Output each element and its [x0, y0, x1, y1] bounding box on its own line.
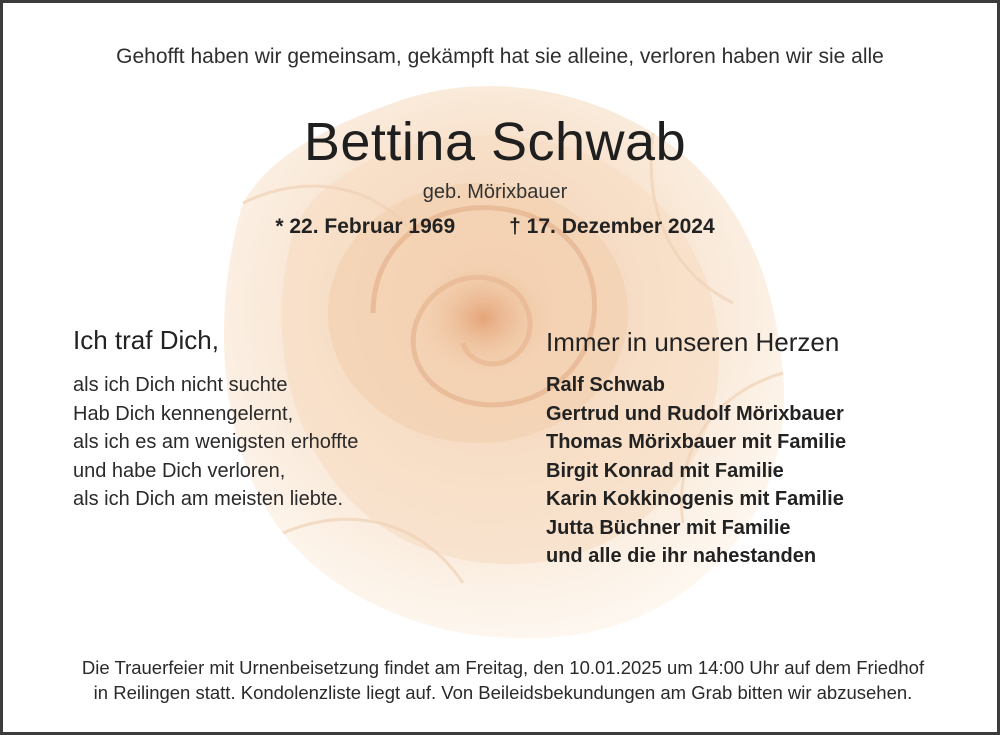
- poem-line: als ich Dich nicht suchte: [73, 374, 288, 396]
- notice-line: Die Trauerfeier mit Urnenbeisetzung findet am Freitag, den 10.01.2025 um 14:00 Uhr auf dem Friedhof: [81, 657, 925, 678]
- poem-line: und habe Dich verloren,: [73, 459, 286, 482]
- notice-line: in Reilingen statt. Kondolenzliste liegt auf. Von Beileidsbekundungen am Grab bitten wir abzusehen.: [93, 682, 913, 703]
- birth-date: * 22. Februar 1969: [275, 215, 456, 238]
- mourner-name: Karin Kokkinogenis mit Familie: [546, 488, 844, 510]
- mourners-list: [546, 371, 846, 571]
- mourner-name: Jutta Büchner mit Familie: [546, 516, 791, 539]
- death-date: † 17. Dezember 2024: [509, 215, 715, 238]
- poem-line: Hab Dich kennengelernt,: [73, 402, 294, 425]
- mourners-title: Immer in unseren Herzen: [546, 327, 840, 357]
- deceased-name: Bettina Schwab: [303, 112, 687, 172]
- mourner-name: Ralf Schwab: [546, 374, 665, 396]
- motto-text: Gehofft haben wir gemeinsam, gekämpft hat sie alleine, verloren haben wir sie alle: [116, 45, 884, 68]
- mourner-name: Gertrud und Rudolf Mörixbauer: [546, 402, 844, 425]
- mourner-name: Thomas Mörixbauer mit Familie: [546, 431, 847, 453]
- poem-line: als ich es am wenigsten erhoffte: [73, 431, 359, 453]
- poem-title: Ich traf Dich,: [73, 325, 219, 355]
- mourner-name: und alle die ihr nahestanden: [546, 545, 817, 567]
- poem: [73, 371, 358, 514]
- poem-line: als ich Dich am meisten liebte.: [73, 488, 344, 510]
- life-dates: [3, 215, 987, 239]
- funeral-notice: [3, 655, 1000, 705]
- mourner-name: Birgit Konrad mit Familie: [546, 459, 784, 482]
- maiden-name: geb. Mörixbauer: [422, 181, 568, 203]
